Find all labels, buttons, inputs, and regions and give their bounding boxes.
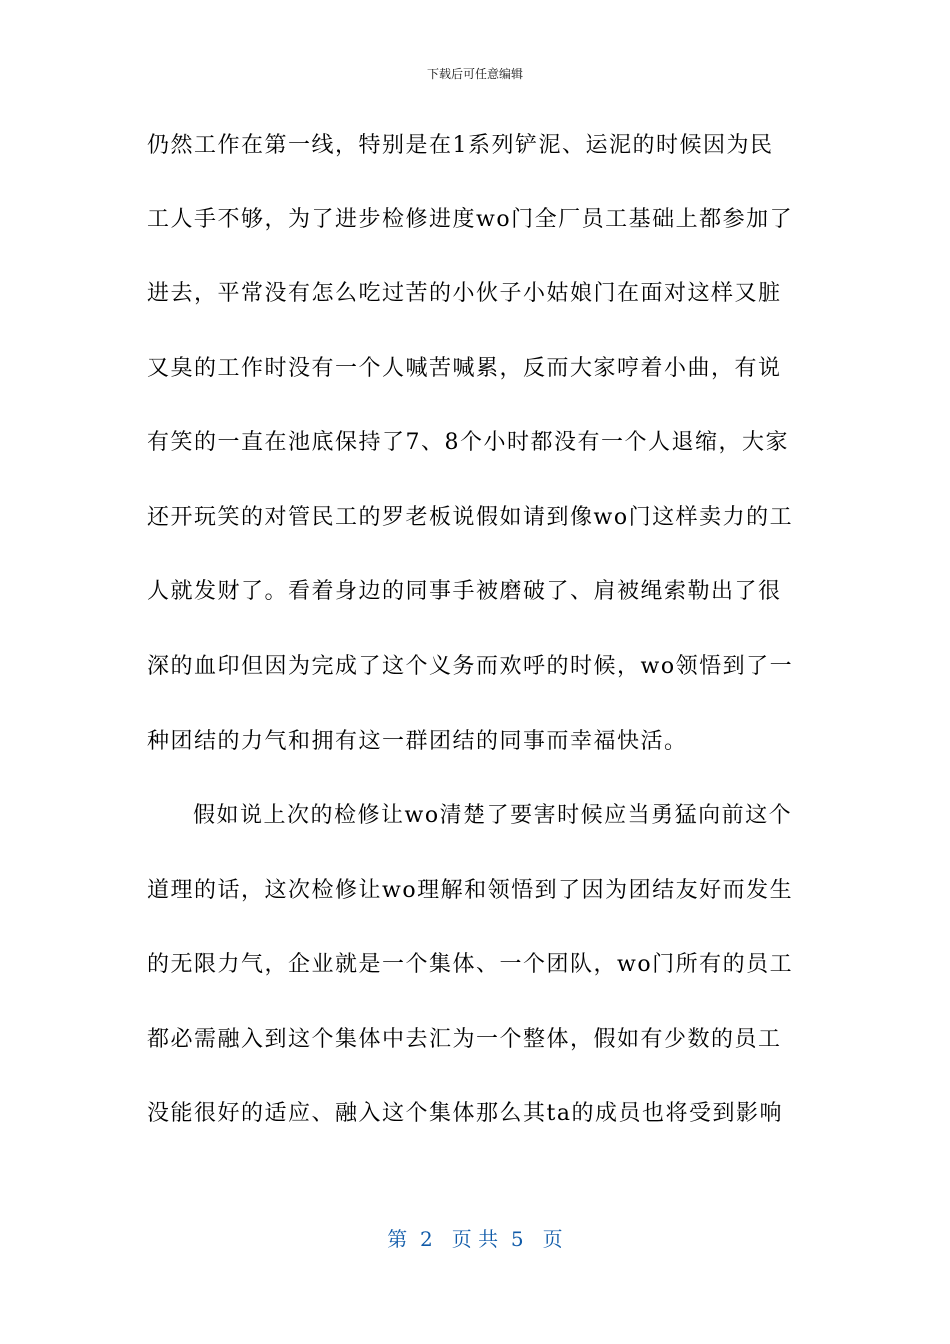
paragraph-start-line: 假如说上次的检修让wo清楚了要害时候应当勇猛向前这个	[193, 803, 793, 828]
body-line: 进去，平常没有怎么吃过苦的小伙子小姑娘门在面对这样又脏	[147, 281, 782, 306]
body-line: 没能很好的适应、融入这个集体那么其ta的成员也将受到影响	[147, 1101, 783, 1126]
body-line: 都必需融入到这个集体中去汇为一个整体，假如有少数的员工	[147, 1027, 782, 1052]
body-line: 还开玩笑的对管民工的罗老板说假如请到像wo门这样卖力的工	[147, 505, 794, 530]
body-line: 深的血印但因为完成了这个义务而欢呼的时候，wo领悟到了一	[147, 654, 794, 679]
body-line: 仍然工作在第一线，特别是在1系列铲泥、运泥的时候因为民	[147, 133, 774, 158]
body-line: 又臭的工作时没有一个人喊苦喊累，反而大家哼着小曲，有说	[147, 356, 782, 381]
body-line: 有笑的一直在池底保持了7、8个小时都没有一个人退缩，大家	[147, 430, 789, 455]
body-line: 的无限力气，企业就是一个集体、一个团队，wo门所有的员工	[147, 952, 794, 977]
page-number-footer: 第 2 页 共 5 页	[387, 1227, 563, 1251]
body-line: 种团结的力气和拥有这一群团结的同事而幸福快活。	[147, 729, 688, 754]
body-line: 工人手不够，为了进步检修进度wo门全厂员工基础上都参加了	[147, 207, 794, 232]
body-line: 道理的话，这次检修让wo理解和领悟到了因为团结友好而发生	[147, 878, 794, 903]
header-note: 下载后可任意编辑	[426, 67, 523, 81]
body-line: 人就发财了。看着身边的同事手被磨破了、肩被绳索勒出了很	[147, 579, 782, 604]
